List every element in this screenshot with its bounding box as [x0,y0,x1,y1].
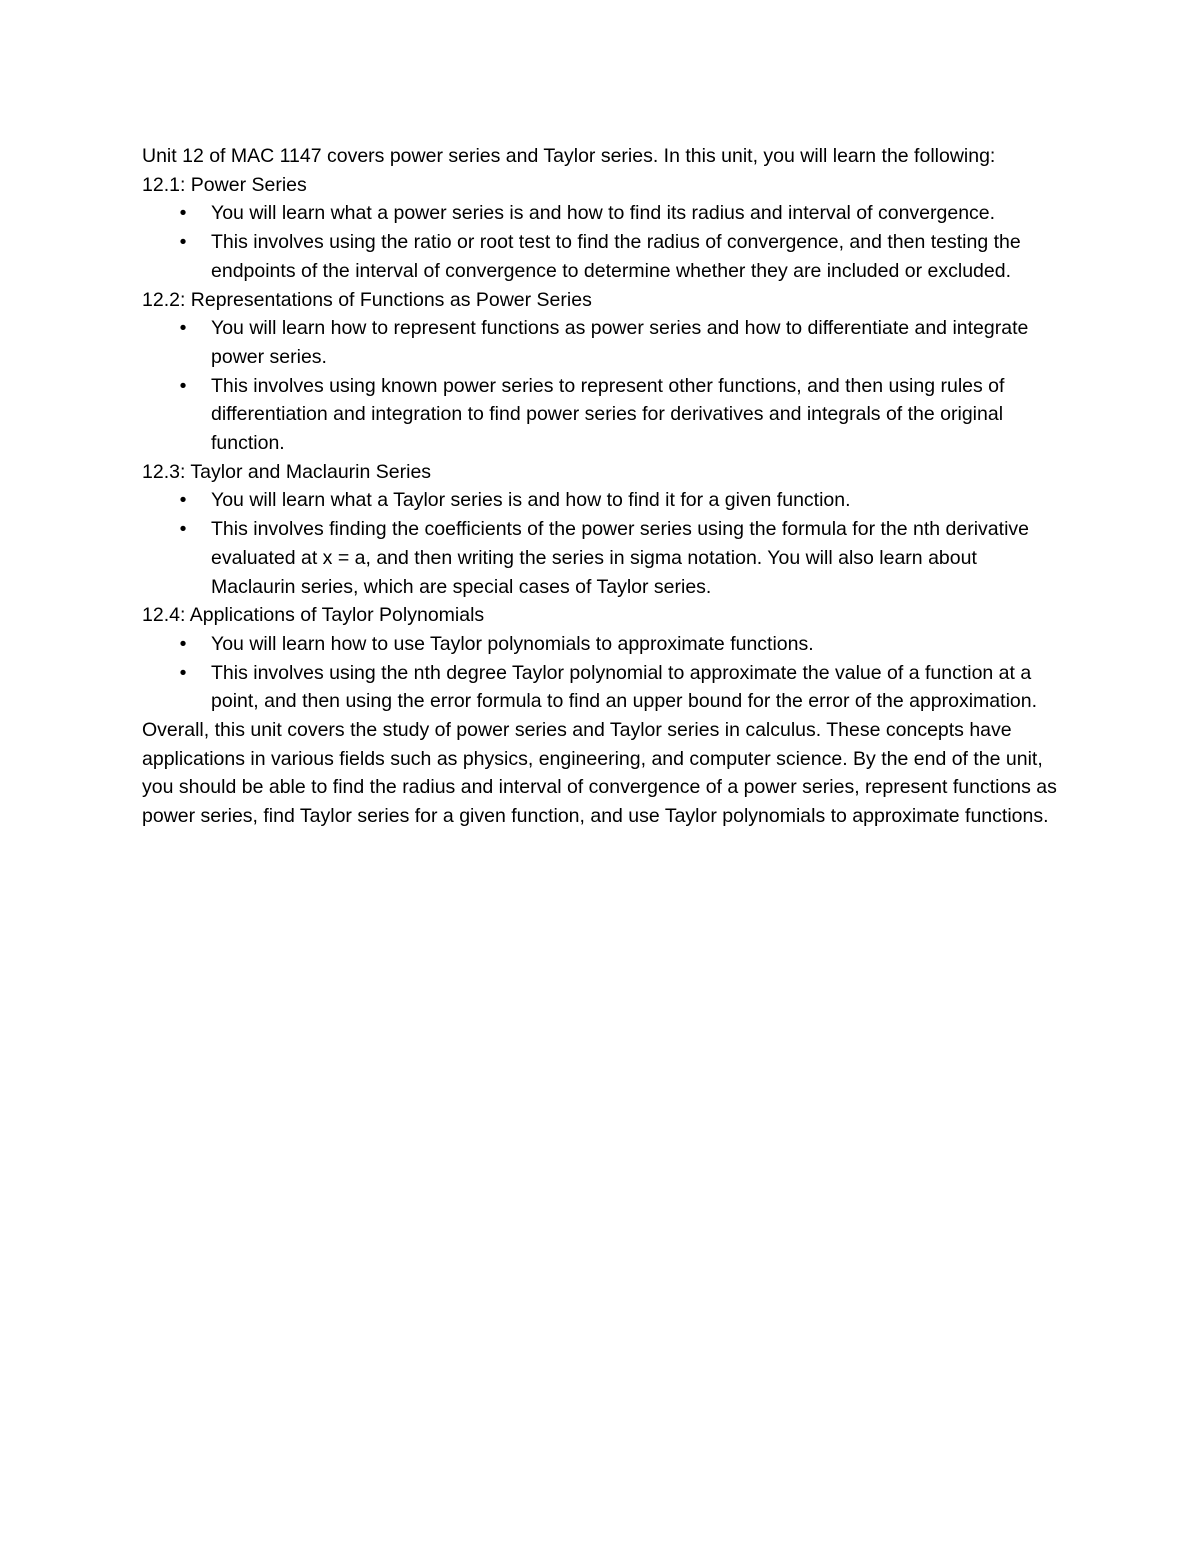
list-item [142,486,1062,515]
conclusion-paragraph: Overall, this unit covers the study of power series and Taylor series in calculus. These concepts have applications in various fields such as physics, engineering, and computer science. By the end of the unit, you should be able to find the radius and interval of convergence of a power series, represent functions as power series, find Taylor series for a given function, and use Taylor polynomials to approximate functions. [142,719,1057,828]
section-heading-12-2: 12.2: Representations of Functions as Power Series [142,288,592,311]
list-item-text: This involves using the nth degree Taylor polynomial to approximate the value of a function at a point, and then using the error formula to find an upper bound for the error of the approximation. [211,661,1038,713]
bullet-icon: • [179,489,187,512]
list-item [142,372,1062,458]
bullet-icon: • [179,632,187,655]
section-heading-12-1: 12.1: Power Series [142,173,307,196]
list-item [142,515,1062,601]
section-heading-12-4: 12.4: Applications of Taylor Polynomials [142,604,485,627]
list-item-text: This involves using the ratio or root test to find the radius of convergence, and then testing the endpoints of the interval of convergence to determine whether they are included or excluded. [211,231,1021,282]
bullet-list-12-3 [142,486,1062,601]
list-item-text: You will learn how to represent functions as power series and how to differentiate and integrate power series. [211,317,1029,368]
bullet-icon: • [179,661,187,684]
bullet-icon: • [179,518,187,541]
bullet-icon: • [179,231,187,254]
list-item [142,314,1062,371]
list-item-text: You will learn what a Taylor series is and how to find it for a given function. [211,489,851,512]
list-item-text: This involves finding the coefficients of the power series using the formula for the nth derivative evaluated at x = a, and then writing the series in sigma notation. You will also learn about Maclaurin series, which are special cases of Taylor series. [211,518,1029,598]
document-body [142,142,1062,831]
bullet-icon: • [179,202,187,225]
section-heading-12-3: 12.3: Taylor and Maclaurin Series [142,460,432,483]
list-item [142,228,1062,285]
list-item [142,199,1062,228]
list-item [142,630,1062,659]
list-item-text: You will learn how to use Taylor polynomials to approximate functions. [211,632,814,655]
list-item [142,659,1062,716]
list-item-text: You will learn what a power series is and how to find its radius and interval of convergence. [211,202,996,225]
bullet-list-12-2 [142,314,1062,458]
intro-paragraph: Unit 12 of MAC 1147 covers power series and Taylor series. In this unit, you will learn the following: [142,145,996,167]
bullet-list-12-4 [142,630,1062,716]
bullet-icon: • [179,317,187,340]
bullet-list-12-1 [142,199,1062,285]
bullet-icon: • [179,374,187,397]
list-item-text: This involves using known power series to represent other functions, and then using rules of differentiation and integration to find power series for derivatives and integrals of the original function. [211,374,1005,455]
